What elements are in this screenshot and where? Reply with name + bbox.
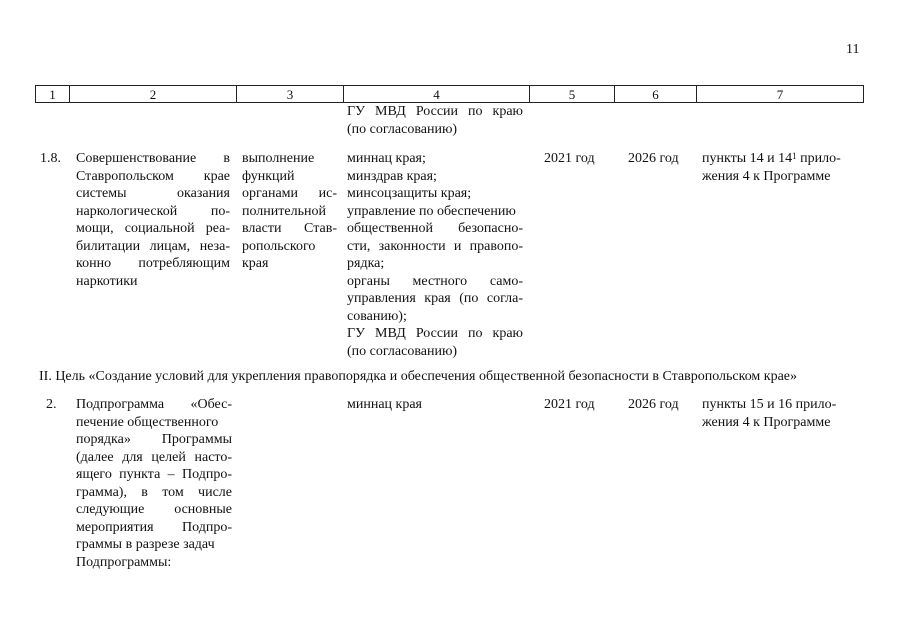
- executor-line: сованию);: [347, 308, 407, 324]
- column-header-4: 4: [344, 86, 530, 103]
- form-line: выполнение: [242, 151, 315, 166]
- indicator-line: пункты 15 и 16 прило-: [702, 397, 837, 412]
- continuation-line: ГУ МВД России по краю: [347, 104, 523, 119]
- continuation-executors: [347, 103, 523, 138]
- executor-line: минздрав края;: [347, 168, 437, 184]
- row-1-8-indicators: [702, 150, 862, 185]
- event-line: (далее для целей насто-: [76, 449, 232, 465]
- event-line: Совершенствование в: [76, 151, 230, 166]
- event-line: билитации лицам, неза-: [76, 238, 230, 254]
- row-1-8-executors: [347, 150, 523, 360]
- event-line: грамма), в том числе: [76, 484, 232, 500]
- event-line: печение общественного: [76, 414, 219, 430]
- row-1-8-end-year: 2026 год: [628, 151, 679, 166]
- page-number: 11: [846, 42, 860, 57]
- event-line: следующие основные: [76, 502, 232, 517]
- executor-line: органы местного само-: [347, 273, 523, 289]
- row-1-8-start-year: 2021 год: [544, 151, 595, 166]
- indicator-text: пункты 14 и 14: [702, 151, 793, 166]
- event-line: ящего пункта – Подпро-: [76, 467, 232, 482]
- form-line: власти Став-: [242, 221, 337, 236]
- column-header-6: 6: [615, 86, 697, 103]
- row-1-8-form: [242, 150, 337, 273]
- column-header-1: 1: [36, 86, 70, 103]
- executor-line: миннац края: [347, 397, 422, 412]
- event-line: Подпрограммы:: [76, 554, 172, 570]
- event-line: мощи, социальной реа-: [76, 221, 230, 236]
- indicator-line: жения 4 к Программе: [702, 168, 831, 184]
- event-line: наркотики: [76, 273, 138, 289]
- column-header-2: 2: [70, 86, 237, 103]
- row-2-end-year: 2026 год: [628, 397, 679, 412]
- row-1-8-event: [76, 150, 230, 290]
- form-line: полнительной: [242, 203, 326, 219]
- row-1-8-number: 1.8.: [40, 151, 61, 166]
- executor-line: управление по обеспечению: [347, 203, 516, 219]
- row-2-start-year: 2021 год: [544, 397, 595, 412]
- event-line: Ставропольском крае: [76, 168, 230, 184]
- event-line: наркологической по-: [76, 203, 230, 219]
- form-line: края: [242, 256, 269, 271]
- row-2-number: 2.: [46, 397, 57, 412]
- executor-line: сти, законности и правопо-: [347, 238, 523, 254]
- executor-line: рядка;: [347, 256, 385, 271]
- column-header-table: [35, 85, 864, 103]
- executor-line: ГУ МВД России по краю: [347, 326, 523, 341]
- row-2-indicators: [702, 396, 862, 431]
- executor-line: управления края (по согла-: [347, 291, 523, 306]
- indicator-line: жения 4 к Программе: [702, 414, 831, 430]
- row-2-event: [76, 396, 232, 571]
- event-line: мероприятия Подпро-: [76, 519, 232, 535]
- form-line: функций: [242, 168, 295, 184]
- event-line: граммы в разрезе задач: [76, 537, 215, 552]
- column-header-row: [36, 86, 864, 103]
- form-line: органами ис-: [242, 186, 337, 201]
- event-line: конно потребляющим: [76, 256, 230, 271]
- executor-line: минсоцзащиты края;: [347, 186, 472, 201]
- continuation-line: (по согласованию): [347, 121, 458, 137]
- column-header-3: 3: [237, 86, 344, 103]
- executor-line: общественной безопасно-: [347, 221, 523, 236]
- executor-line: миннац края;: [347, 151, 426, 166]
- executor-line: (по согласованию): [347, 343, 458, 359]
- indicator-text: прило-: [796, 151, 841, 166]
- indicator-superscript: 1: [792, 151, 797, 161]
- goal-heading: II. Цель «Создание условий для укрепления правопорядка и обеспечения общественной безопасности в Ставропольском крае»: [39, 369, 798, 384]
- form-line: ропольского: [242, 238, 316, 254]
- event-line: системы оказания: [76, 186, 230, 201]
- event-line: Подпрограмма «Обес-: [76, 397, 232, 412]
- indicator-line: [702, 150, 862, 168]
- column-header-7: 7: [697, 86, 864, 103]
- event-line: порядка» Программы: [76, 432, 232, 447]
- row-2-executors: [347, 396, 523, 414]
- column-header-5: 5: [530, 86, 615, 103]
